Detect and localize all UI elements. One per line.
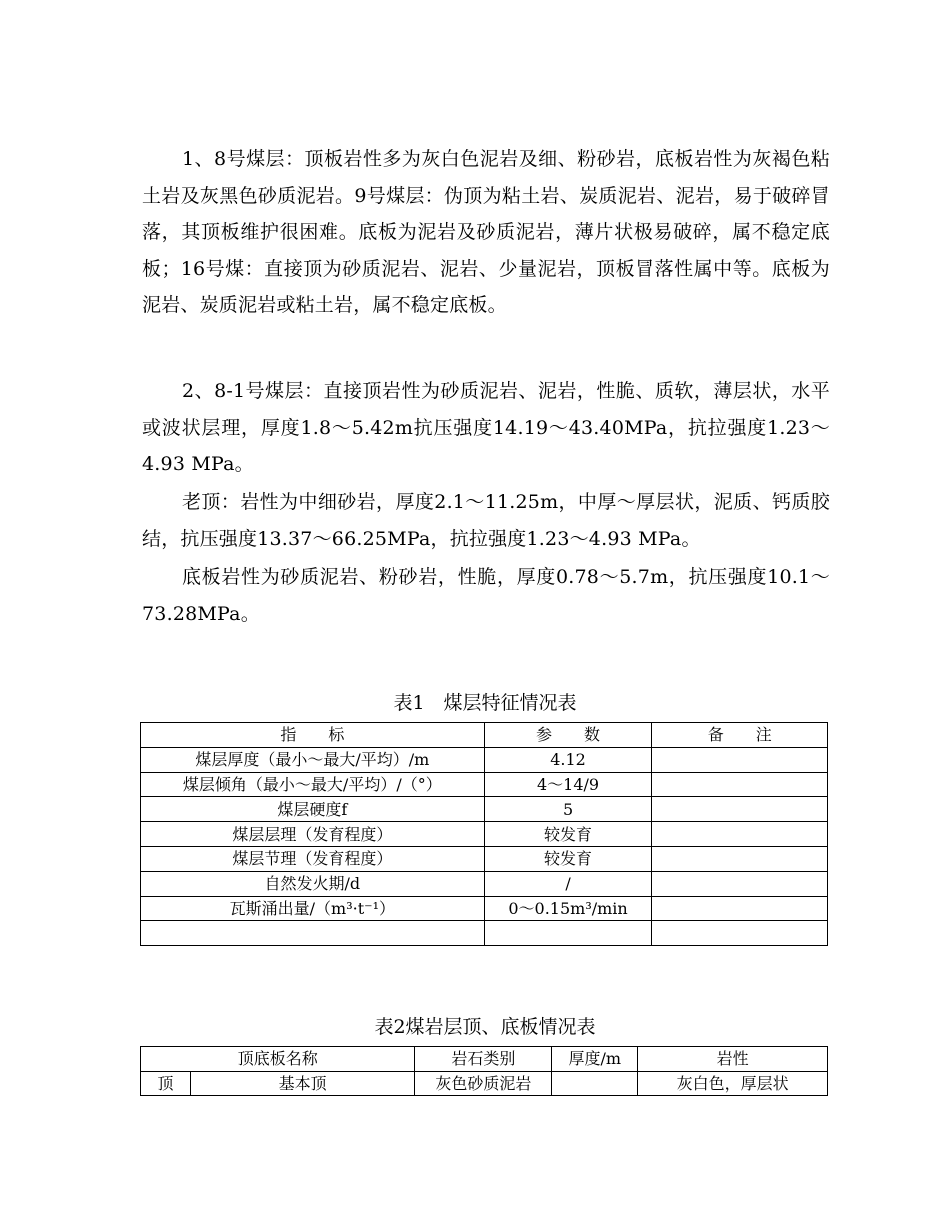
table-cell: / [484, 871, 652, 896]
header-remark: 备 注 [652, 723, 828, 748]
table-cell: 0～0.15m³/min [484, 896, 652, 921]
roof-floor-table [140, 1046, 828, 1096]
table-cell: 4.12 [484, 747, 652, 772]
table-cell: 瓦斯涌出量/（m³·t⁻¹） [141, 896, 485, 921]
header-rock-type: 岩石类别 [415, 1047, 552, 1072]
header-lithology: 岩性 [638, 1047, 828, 1072]
table-cell: 煤层节理（发育程度） [141, 846, 485, 871]
table-cell [652, 822, 828, 847]
table-cell [652, 871, 828, 896]
paragraph-main-roof: 老顶：岩性为中细砂岩，厚度2.1～11.25m，中厚～厚层状，泥质、钙质胶结，抗压强度13.37～66.25MPa，抗拉强度1.23～4.93 MPa。 [142, 491, 830, 550]
table-row [141, 1071, 828, 1096]
header-roof-floor-name: 顶底板名称 [141, 1047, 415, 1072]
paragraph-floor-lithology: 底板岩性为砂质泥岩、粉砂岩，性脆，厚度0.78～5.7m，抗压强度10.1～73.28MPa。 [142, 566, 830, 625]
paragraph-seam-8-1: 2、8-1号煤层：直接顶岩性为砂质泥岩、泥岩，性脆、质软，薄层状，水平或波状层理，厚度1.8～5.42m抗压强度14.19～43.40MPa，抗拉强度1.23～4.93 MPa。 [142, 380, 830, 476]
table-cell [141, 921, 485, 946]
table-cell [484, 921, 652, 946]
coal-seam-feature-table [140, 722, 828, 946]
table-cell: 较发育 [484, 846, 652, 871]
table-cell: 灰白色，厚层状 [638, 1071, 828, 1096]
table-row [141, 747, 828, 772]
header-parameter: 参 数 [484, 723, 652, 748]
table-cell [652, 747, 828, 772]
table-cell [652, 797, 828, 822]
table-cell: 4～14/9 [484, 772, 652, 797]
table-cell: 煤层层理（发育程度） [141, 822, 485, 847]
table-row [141, 797, 828, 822]
table-cell: 5 [484, 797, 652, 822]
table-row [141, 772, 828, 797]
table-header-row [141, 723, 828, 748]
table-cell: 煤层硬度f [141, 797, 485, 822]
paragraph-roof-floor-lithology: 1、8号煤层：顶板岩性多为灰白色泥岩及细、粉砂岩，底板岩性为灰褐色粘土岩及灰黑色砂质泥岩。9号煤层：伪顶为粘土岩、炭质泥岩、泥岩，易于破碎冒落，其顶板维护很困难。底板为泥岩及砂质泥岩，薄片状极易破碎，属不稳定底板；16号煤：直接顶为砂质泥岩、泥岩、少量泥岩，顶板冒落性属中等。底板为泥岩、炭质泥岩或粘土岩，属不稳定底板。 [142, 148, 830, 317]
table-row [141, 846, 828, 871]
table-row [141, 822, 828, 847]
table-cell: 灰色砂质泥岩 [415, 1071, 552, 1096]
table-cell [652, 896, 828, 921]
table-row [141, 921, 828, 946]
table-cell [652, 772, 828, 797]
table-cell: 自然发火期/d [141, 871, 485, 896]
header-thickness: 厚度/m [552, 1047, 638, 1072]
table1-caption: 表1 煤层特征情况表 [393, 692, 577, 714]
table-row [141, 896, 828, 921]
table-row [141, 871, 828, 896]
table-cell: 基本顶 [190, 1071, 415, 1096]
table-cell: 较发育 [484, 822, 652, 847]
table-cell [552, 1071, 638, 1096]
table-cell [652, 921, 828, 946]
table2-caption: 表2煤岩层顶、底板情况表 [374, 1016, 596, 1038]
table-cell: 煤层厚度（最小～最大/平均）/m [141, 747, 485, 772]
table-cell: 煤层倾角（最小～最大/平均）/（°） [141, 772, 485, 797]
header-indicator: 指 标 [141, 723, 485, 748]
table-cell: 顶 [141, 1071, 191, 1096]
table-header-row [141, 1047, 828, 1072]
table-cell [652, 846, 828, 871]
